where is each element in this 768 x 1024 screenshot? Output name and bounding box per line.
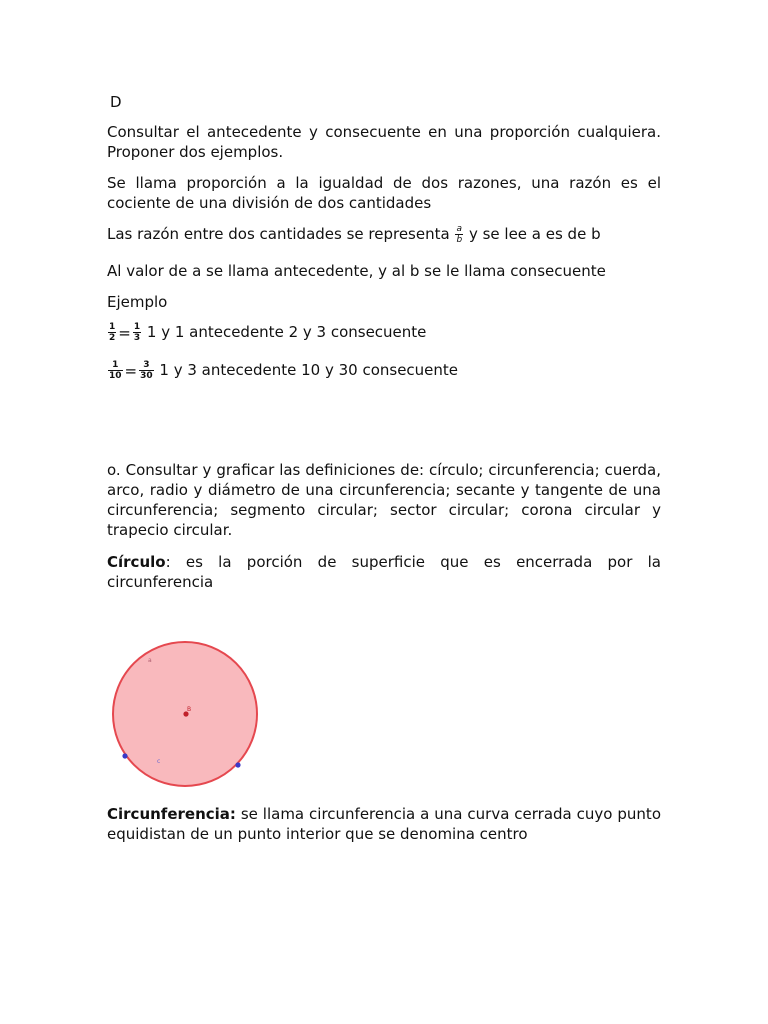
example-2 [107, 360, 661, 381]
example-1-fraction-2 [133, 322, 141, 343]
circulo-definition-text: : es la porción de superficie que es encerrada por la circunferencia [107, 553, 661, 591]
ratio-fraction-numerator: a [456, 224, 463, 234]
paragraph-question-proportion: Consultar el antecedente y consecuente en una proporción cualquiera. Proponer dos ejemplos. [107, 123, 661, 161]
example-2-fraction-2-den: 30 [140, 371, 153, 381]
paragraph-ratio [107, 224, 661, 245]
example-2-fraction-1 [108, 360, 123, 381]
example-1-fraction-2-num: 1 [133, 322, 141, 332]
circle-label-a: a [148, 657, 152, 664]
example-2-equals: = [124, 361, 138, 380]
example-2-fraction-1-den: 10 [109, 371, 122, 381]
term-circunferencia: Circunferencia: [107, 805, 236, 823]
circunferencia-definition-text: se llama circunferencia a una curva cerrada cuyo punto equidistan de un punto interior que se denomina centro [107, 805, 661, 843]
example-2-fraction-1-num: 1 [108, 360, 123, 371]
ratio-text-before: Las razón entre dos cantidades se representa [107, 225, 455, 243]
example-1-text: 1 y 1 antecedente 2 y 3 consecuente [142, 323, 427, 341]
paragraph-circle-definition [107, 552, 661, 592]
example-1-fraction-1-num: 1 [109, 322, 116, 332]
circle-label-c: c [157, 758, 161, 765]
ratio-text-after: y se lee a es de b [464, 225, 601, 243]
paragraph-circle-definitions-question: o. Consultar y graficar las definiciones de: círculo; circunferencia; cuerda, arco, radio y diámetro de una circunferencia; secante y tangente de una circunferencia; segmento circular; sector circular; corona circular y trapecio circular. [107, 461, 661, 539]
example-2-text: 1 y 3 antecedente 10 y 30 consecuente [154, 361, 459, 379]
circle-point-left [122, 753, 127, 758]
example-1-fraction-1 [108, 322, 116, 343]
paragraph-example-heading: Ejemplo [107, 293, 168, 311]
circle-label-b: B [187, 706, 192, 713]
example-1 [107, 322, 661, 343]
ratio-fraction-denominator: b [456, 235, 463, 245]
letter-d: D [110, 93, 122, 111]
example-1-equals: = [118, 323, 131, 342]
example-1-fraction-1-den: 2 [109, 333, 116, 343]
example-1-fraction-2-den: 3 [133, 333, 141, 343]
ratio-fraction [455, 224, 463, 245]
example-2-fraction-2 [139, 360, 154, 381]
circle-point-right [235, 762, 240, 767]
circle-figure [105, 632, 265, 794]
paragraph-proportion-definition: Se llama proporción a la igualdad de dos razones, una razón es el cociente de una división de dos cantidades [107, 174, 661, 212]
example-2-fraction-2-num: 3 [139, 360, 154, 371]
paragraph-antecedent-consequent: Al valor de a se llama antecedente, y al b se le llama consecuente [107, 262, 606, 280]
term-circulo: Círculo [107, 553, 166, 571]
paragraph-circumference-definition [107, 804, 661, 844]
